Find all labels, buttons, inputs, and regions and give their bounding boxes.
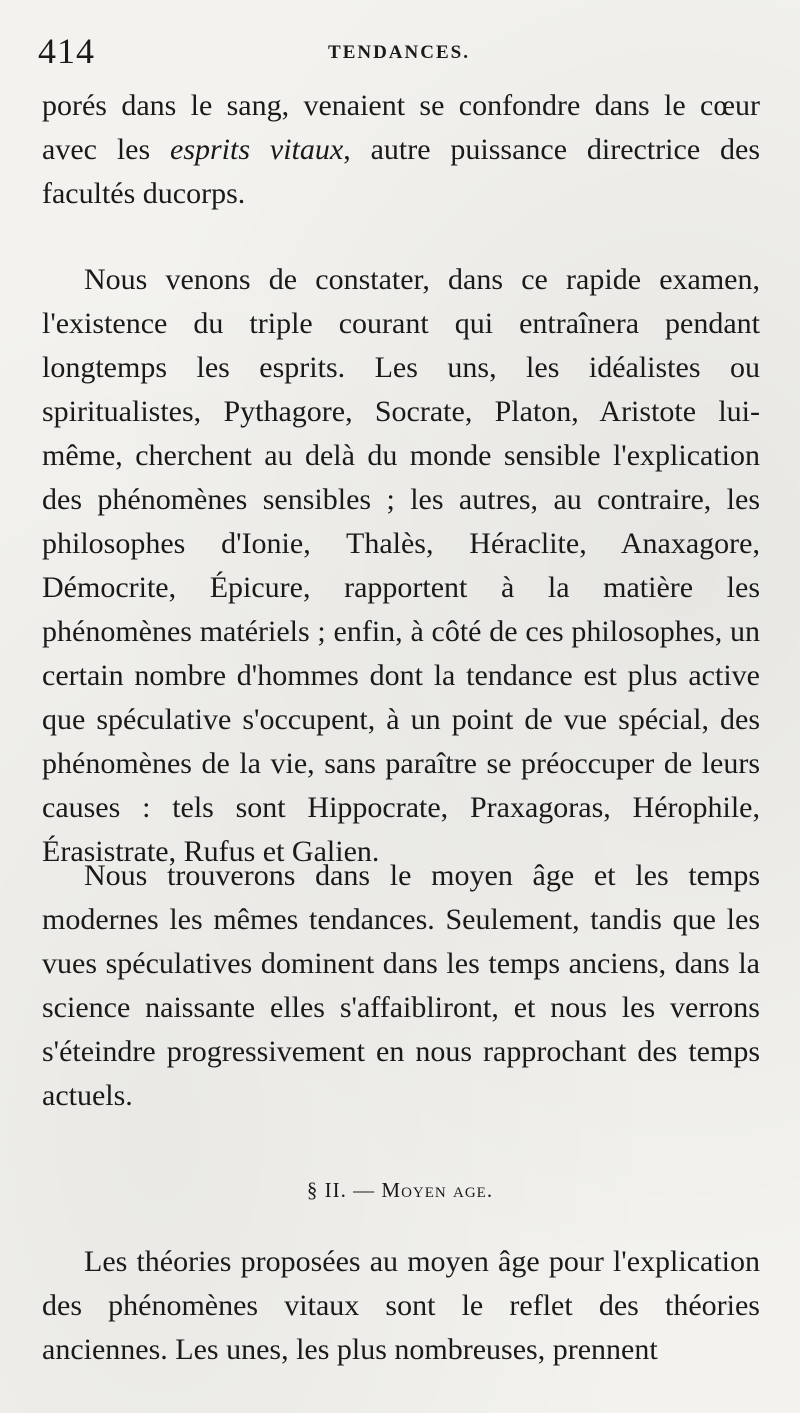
paragraph-text: Les théories proposées au moyen âge pour l'explication des phénomènes vitaux sont le reflet des théories anciennes. Les unes, les plus nombreuses, prennent <box>42 1245 760 1366</box>
paragraph-text: porés dans le sang, venaient se confondre dans le cœur avec les <box>42 89 760 166</box>
section-heading <box>0 1178 800 1203</box>
section-number: § II. <box>306 1178 347 1202</box>
paragraph-continuation <box>42 84 760 216</box>
running-head: TENDANCES. <box>328 42 470 63</box>
paragraph-text: Nous trouverons dans le moyen âge et les temps modernes les mêmes tendances. Seulement, tandis que les vues spéculatives dominent dans les temps anciens, dans la science naissante elles s'affaibliront, et nous les verrons s'éteindre progressivement en nous rapprochant des temps actuels. <box>42 859 760 1112</box>
section-title: Moyen age. <box>381 1178 494 1202</box>
paragraph-triple-courant <box>42 258 760 874</box>
paragraph-theories <box>42 1240 760 1372</box>
paragraph-text: Nous venons de constater, dans ce rapide examen, l'existence du triple courant qui entraînera pendant longtemps les esprits. Les uns, les idéalistes ou spiritualistes, Pythagore, Socrate, Platon, Aristote lui-même, cherchent au delà du monde sensible l'explication des phénomènes sensibles ; les autres, au contraire, les philosophes d'Ionie, Thalès, Héraclite, Anaxagore, Démocrite, Épicure, rapportent à la matière les phénomènes matériels ; enfin, à côté de ces philosophes, un certain nombre d'hommes dont la tendance est plus active que spéculative s'occupent, à un point de vue spécial, des phénomènes de la vie, sans paraître se préoccuper de leurs causes : tels sont Hippocrate, Praxagoras, Hérophile, Érasistrate, Rufus et Galien. <box>42 263 760 868</box>
emphasis-esprits-vitaux: esprits vitaux <box>170 133 344 166</box>
paragraph-text: , autre puissance directrice des facultés ducorps. <box>42 133 761 210</box>
page-header <box>38 30 760 74</box>
paragraph-moyen-age-tendances <box>42 854 760 1118</box>
section-dash: — <box>353 1178 376 1202</box>
page-number: 414 <box>38 31 95 71</box>
